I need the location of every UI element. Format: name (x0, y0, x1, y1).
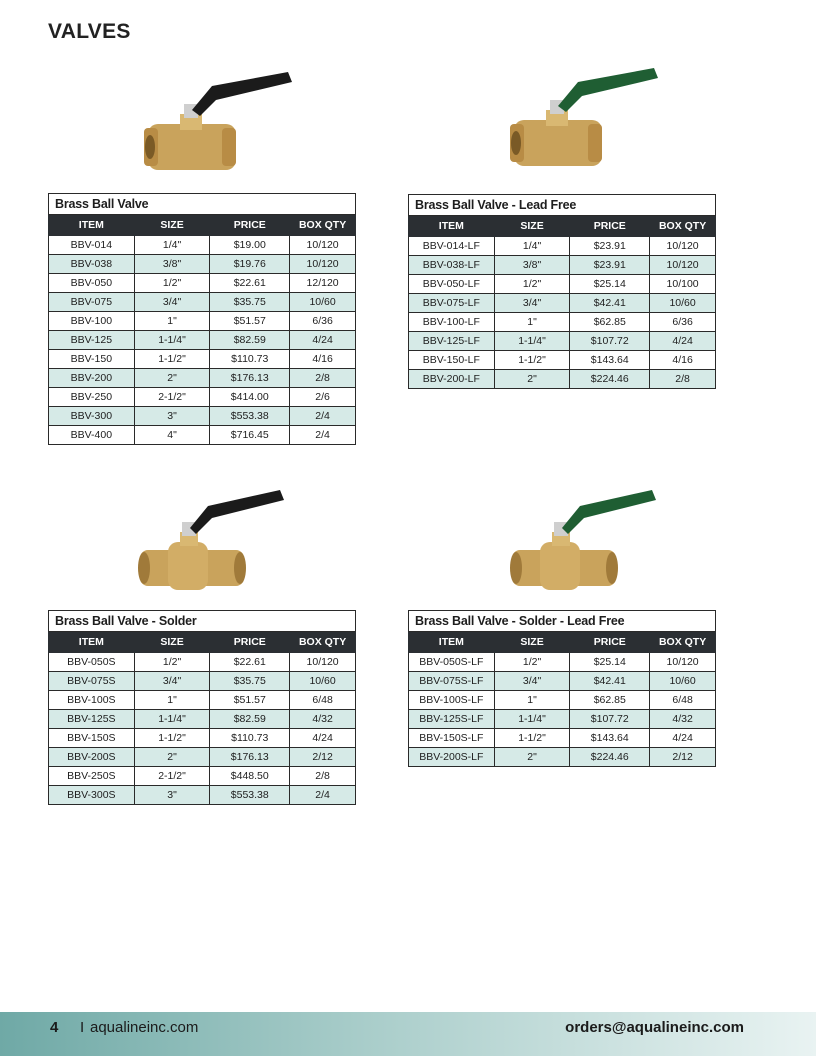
table-cell: $62.85 (570, 313, 650, 332)
column-header: ITEM (409, 216, 495, 237)
table-cell: $22.61 (210, 274, 290, 293)
table-cell: $176.13 (210, 369, 290, 388)
table-cell: $414.00 (210, 388, 290, 407)
table-cell: $143.64 (570, 351, 650, 370)
table-cell: 1/4" (134, 236, 210, 255)
column-header: BOX QTY (290, 632, 356, 653)
table-cell: 10/60 (290, 293, 356, 312)
table-cell: $716.45 (210, 426, 290, 445)
table-cell: 10/60 (650, 294, 716, 313)
table-cell: BBV-400 (49, 426, 135, 445)
price-table-brass-ball-valve (48, 193, 356, 445)
table-cell: BBV-125-LF (409, 332, 495, 351)
table-cell: 2/8 (290, 369, 356, 388)
table-cell: 1" (134, 312, 210, 331)
column-header: PRICE (210, 632, 290, 653)
column-header: BOX QTY (290, 215, 356, 236)
table-cell: 6/48 (650, 691, 716, 710)
table-row (409, 237, 716, 256)
column-header: ITEM (49, 215, 135, 236)
table-row (49, 369, 356, 388)
table-cell: 2/4 (290, 407, 356, 426)
column-header: ITEM (409, 632, 495, 653)
table-cell: $35.75 (210, 293, 290, 312)
table-cell: 10/100 (650, 275, 716, 294)
table-cell: BBV-125 (49, 331, 135, 350)
table-cell: $25.14 (570, 275, 650, 294)
table-row (409, 313, 716, 332)
table-cell: BBV-075-LF (409, 294, 495, 313)
table-cell: BBV-075 (49, 293, 135, 312)
table-cell: 4/32 (650, 710, 716, 729)
table-cell: BBV-100 (49, 312, 135, 331)
table-cell: BBV-075S (49, 672, 135, 691)
table-cell: BBV-200S (49, 748, 135, 767)
table-cell: 2/6 (290, 388, 356, 407)
table-cell: 1-1/4" (494, 332, 570, 351)
column-header: ITEM (49, 632, 135, 653)
table-cell: $25.14 (570, 653, 650, 672)
table-title: Brass Ball Valve - Solder (49, 611, 356, 632)
price-table-brass-ball-valve-solder (48, 610, 356, 805)
table-cell: 10/60 (650, 672, 716, 691)
table-cell: 3/4" (494, 294, 570, 313)
table-cell: $82.59 (210, 710, 290, 729)
table-cell: 1-1/2" (494, 729, 570, 748)
table-cell: 1" (494, 691, 570, 710)
table-cell: 3/4" (134, 672, 210, 691)
handle-2 (190, 490, 284, 534)
table-cell: 10/120 (290, 255, 356, 274)
column-header: PRICE (570, 632, 650, 653)
table-cell: 1" (134, 691, 210, 710)
page-footer (0, 1012, 816, 1056)
table-cell: 2/4 (290, 426, 356, 445)
table-cell: BBV-150S (49, 729, 135, 748)
column-header: SIZE (494, 216, 570, 237)
column-header: SIZE (494, 632, 570, 653)
column-header: PRICE (210, 215, 290, 236)
table-cell: BBV-150S-LF (409, 729, 495, 748)
footer-separator: I (80, 1019, 85, 1036)
table-row (409, 710, 716, 729)
handle-0 (192, 72, 292, 116)
table-cell: BBV-050S (49, 653, 135, 672)
table-title: Brass Ball Valve (49, 194, 356, 215)
table-cell: $107.72 (570, 710, 650, 729)
table-cell: $22.61 (210, 653, 290, 672)
table-cell: BBV-014-LF (409, 237, 495, 256)
table-cell: BBV-250S (49, 767, 135, 786)
table-cell: BBV-300S (49, 786, 135, 805)
table-row (49, 653, 356, 672)
table-cell: $51.57 (210, 312, 290, 331)
table-row (49, 274, 356, 293)
table-row (409, 691, 716, 710)
table-cell: 2/4 (290, 786, 356, 805)
table-cell: 4/32 (290, 710, 356, 729)
table-cell: 3/8" (494, 256, 570, 275)
column-header: SIZE (134, 632, 210, 653)
column-header: BOX QTY (650, 632, 716, 653)
table-cell: 1-1/4" (134, 331, 210, 350)
table-cell: BBV-125S (49, 710, 135, 729)
table-row (49, 426, 356, 445)
table-cell: $62.85 (570, 691, 650, 710)
website-link[interactable]: aqualineinc.com (90, 1019, 199, 1036)
table-row (49, 388, 356, 407)
table-cell: 1/2" (134, 274, 210, 293)
table-cell: 2/8 (650, 370, 716, 389)
table-cell: BBV-250 (49, 388, 135, 407)
table-cell: 10/120 (650, 237, 716, 256)
table-cell: $176.13 (210, 748, 290, 767)
table-row (409, 256, 716, 275)
table-cell: $42.41 (570, 672, 650, 691)
table-row (409, 748, 716, 767)
table-row (49, 767, 356, 786)
table-cell: 3" (134, 786, 210, 805)
table-cell: $107.72 (570, 332, 650, 351)
table-cell: 4/24 (650, 729, 716, 748)
table-cell: BBV-050S-LF (409, 653, 495, 672)
table-cell: 1/2" (494, 275, 570, 294)
table-cell: 1-1/2" (134, 350, 210, 369)
table-cell: BBV-200S-LF (409, 748, 495, 767)
table-cell: BBV-150-LF (409, 351, 495, 370)
table-row (409, 275, 716, 294)
table-row (409, 332, 716, 351)
table-cell: BBV-100S (49, 691, 135, 710)
email-link[interactable]: orders@aqualineinc.com (565, 1019, 744, 1036)
table-cell: 1-1/2" (134, 729, 210, 748)
price-table-brass-ball-valve-solder-lead-free (408, 610, 716, 767)
table-cell: 10/120 (290, 236, 356, 255)
table-cell: 1/2" (134, 653, 210, 672)
column-header: PRICE (570, 216, 650, 237)
table-cell: 4/24 (650, 332, 716, 351)
table-row (49, 691, 356, 710)
table-cell: 1-1/2" (494, 351, 570, 370)
table-cell: $224.46 (570, 748, 650, 767)
table-cell: 3/8" (134, 255, 210, 274)
table-cell: 4" (134, 426, 210, 445)
table-cell: $110.73 (210, 350, 290, 369)
handle-1 (558, 68, 658, 112)
table-cell: $19.00 (210, 236, 290, 255)
table-cell: BBV-038 (49, 255, 135, 274)
page-number: 4 (50, 1019, 59, 1036)
table-cell: 1-1/4" (494, 710, 570, 729)
table-row (49, 236, 356, 255)
table-cell: 1-1/4" (134, 710, 210, 729)
valve-image-solder-lead-free (506, 484, 666, 604)
table-cell: BBV-125S-LF (409, 710, 495, 729)
page-title: VALVES (48, 20, 131, 43)
table-cell: BBV-075S-LF (409, 672, 495, 691)
table-cell: $143.64 (570, 729, 650, 748)
table-title: Brass Ball Valve - Lead Free (409, 195, 716, 216)
valve-image-threaded (140, 64, 300, 184)
table-row (49, 786, 356, 805)
table-cell: 2/12 (290, 748, 356, 767)
table-row (49, 350, 356, 369)
table-cell: 1/2" (494, 653, 570, 672)
table-cell: 2/12 (650, 748, 716, 767)
table-cell: $19.76 (210, 255, 290, 274)
table-row (49, 672, 356, 691)
table-cell: 4/24 (290, 331, 356, 350)
table-cell: BBV-014 (49, 236, 135, 255)
table-cell: 6/36 (290, 312, 356, 331)
table-cell: 10/60 (290, 672, 356, 691)
table-cell: BBV-150 (49, 350, 135, 369)
table-cell: $553.38 (210, 786, 290, 805)
table-cell: BBV-038-LF (409, 256, 495, 275)
table-cell: 2-1/2" (134, 388, 210, 407)
table-cell: $23.91 (570, 256, 650, 275)
table-cell: BBV-100-LF (409, 313, 495, 332)
table-cell: $553.38 (210, 407, 290, 426)
table-row (49, 729, 356, 748)
valve-image-threaded-lead-free (506, 60, 666, 180)
table-cell: 6/36 (650, 313, 716, 332)
table-cell: $224.46 (570, 370, 650, 389)
valve-image-solder (134, 484, 294, 604)
table-cell: 10/120 (290, 653, 356, 672)
table-cell: $35.75 (210, 672, 290, 691)
table-row (49, 331, 356, 350)
table-cell: 6/48 (290, 691, 356, 710)
table-cell: $23.91 (570, 237, 650, 256)
table-cell: 2" (494, 748, 570, 767)
table-cell: 1" (494, 313, 570, 332)
table-title: Brass Ball Valve - Solder - Lead Free (409, 611, 716, 632)
table-cell: 3" (134, 407, 210, 426)
table-cell: BBV-200-LF (409, 370, 495, 389)
table-cell: $448.50 (210, 767, 290, 786)
table-cell: 4/16 (650, 351, 716, 370)
column-header: SIZE (134, 215, 210, 236)
table-cell: BBV-100S-LF (409, 691, 495, 710)
table-cell: $82.59 (210, 331, 290, 350)
table-cell: 4/16 (290, 350, 356, 369)
table-cell: $110.73 (210, 729, 290, 748)
table-row (49, 312, 356, 331)
table-cell: 3/4" (494, 672, 570, 691)
table-row (49, 255, 356, 274)
table-cell: 2-1/2" (134, 767, 210, 786)
table-row (49, 293, 356, 312)
table-cell: $42.41 (570, 294, 650, 313)
table-row (409, 351, 716, 370)
table-cell: 4/24 (290, 729, 356, 748)
table-row (409, 370, 716, 389)
price-table-brass-ball-valve-lead-free (408, 194, 716, 389)
table-cell: 10/120 (650, 653, 716, 672)
table-cell: 1/4" (494, 237, 570, 256)
table-cell: 2" (134, 369, 210, 388)
table-row (409, 672, 716, 691)
table-cell: BBV-200 (49, 369, 135, 388)
table-row (49, 748, 356, 767)
handle-3 (562, 490, 656, 534)
table-cell: 10/120 (650, 256, 716, 275)
table-cell: BBV-050-LF (409, 275, 495, 294)
table-cell: 2/8 (290, 767, 356, 786)
table-cell: 3/4" (134, 293, 210, 312)
table-row (49, 710, 356, 729)
table-row (409, 294, 716, 313)
table-row (49, 407, 356, 426)
table-cell: $51.57 (210, 691, 290, 710)
table-row (409, 653, 716, 672)
table-row (409, 729, 716, 748)
table-cell: 12/120 (290, 274, 356, 293)
column-header: BOX QTY (650, 216, 716, 237)
table-cell: 2" (134, 748, 210, 767)
table-cell: 2" (494, 370, 570, 389)
table-cell: BBV-050 (49, 274, 135, 293)
table-cell: BBV-300 (49, 407, 135, 426)
